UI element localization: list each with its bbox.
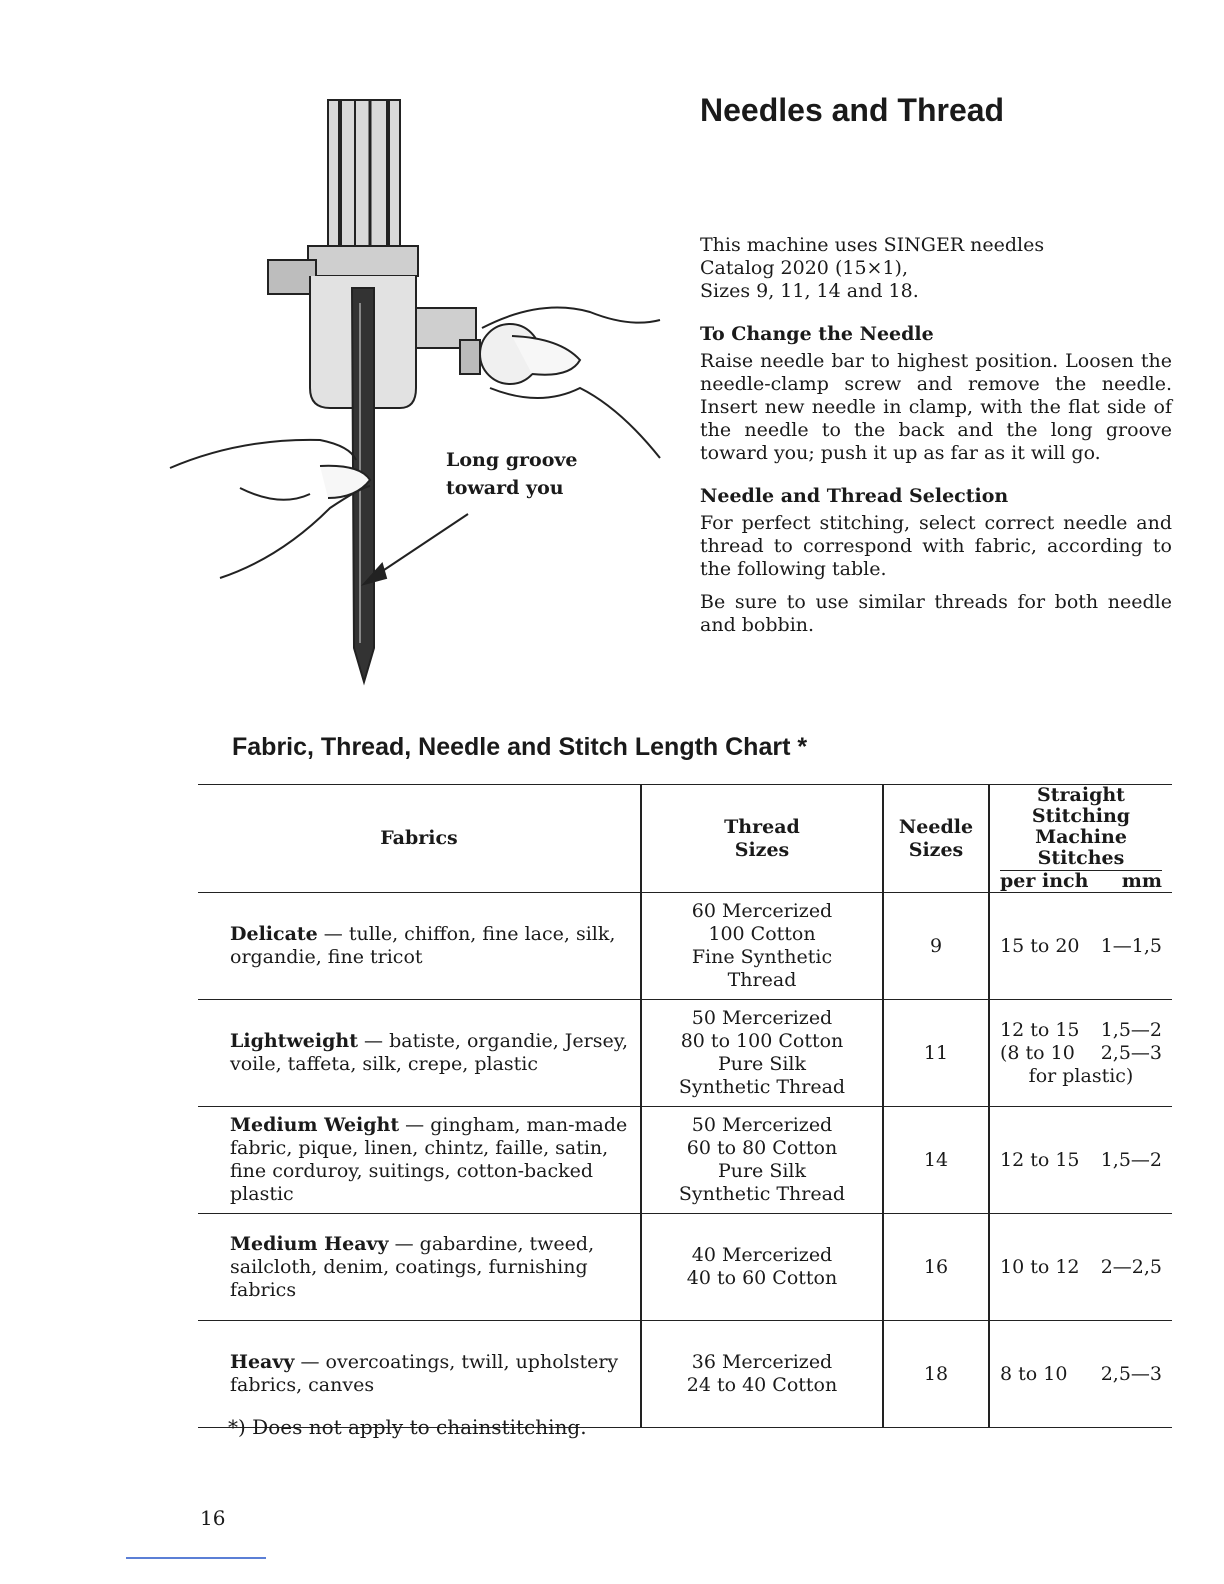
thread-line: 60 to 80 Cotton: [686, 1137, 838, 1159]
needle-size-cell: 11: [883, 1000, 989, 1107]
scan-artifact-line: [126, 1557, 266, 1559]
stitch-cell: [989, 1321, 1172, 1428]
table-row: [198, 1321, 1172, 1428]
header-needle-line-1: Needle: [898, 815, 974, 838]
mm-value: 1—1,5: [1100, 934, 1162, 957]
needle-size-cell: 18: [883, 1321, 989, 1428]
per-inch-value: 10 to 12: [1000, 1255, 1080, 1278]
stitch-length-chart: [198, 784, 1172, 1428]
thread-line: 40 Mercerized: [691, 1244, 833, 1266]
similar-thread-text: Be sure to use similar threads for both needle and bobbin.: [700, 591, 1172, 636]
header-needle: [883, 785, 989, 893]
table-row: [198, 893, 1172, 1000]
change-needle-heading: To Change the Needle: [700, 323, 934, 345]
needle-size-cell: 9: [883, 893, 989, 1000]
thread-line: Pure Silk: [717, 1160, 807, 1182]
fabric-cell: [198, 1214, 641, 1321]
plastic-note: for plastic): [1028, 1064, 1134, 1087]
needle-size-cell: 14: [883, 1107, 989, 1214]
thread-line: 50 Mercerized: [691, 1007, 833, 1029]
thread-line: 80 to 100 Cotton: [680, 1030, 844, 1052]
selection-text: For perfect stitching, select correct needle and thread to correspond with fabric, according to the following table.: [700, 512, 1172, 580]
mm-alt-value: 2,5—3: [1100, 1041, 1162, 1064]
page-number: 16: [200, 1506, 226, 1530]
header-thread: [641, 785, 883, 893]
thread-cell: [641, 1107, 883, 1214]
table-row: [198, 1107, 1172, 1214]
selection-heading: Needle and Thread Selection: [700, 485, 1009, 507]
stitch-cell: [989, 1214, 1172, 1321]
thread-cell: [641, 1321, 883, 1428]
thread-line: Synthetic Thread: [678, 1183, 846, 1205]
thread-line: Thread: [727, 969, 797, 991]
intro-line-3: Sizes 9, 11, 14 and 18.: [700, 280, 919, 302]
page-title: Needles and Thread: [700, 92, 1005, 128]
thread-line: 60 Mercerized: [691, 900, 833, 922]
table-row: [198, 1214, 1172, 1321]
header-per-inch: per inch: [1000, 870, 1089, 892]
change-needle-text: Raise needle bar to highest position. Loosen the needle-clamp screw and remove the needle. Insert new needle in clamp, with the flat side of the needle to the back and the long groove toward you; push it up as far as it will go.: [700, 350, 1172, 464]
fabric-cell: [198, 893, 641, 1000]
thread-line: Fine Synthetic: [691, 946, 833, 968]
mm-value: 1,5—2: [1100, 1148, 1162, 1171]
fabric-name: Lightweight: [230, 1030, 358, 1052]
per-inch-value: 12 to 15: [1000, 1018, 1080, 1041]
intro-section: [700, 234, 1172, 647]
thread-cell: [641, 1000, 883, 1107]
chart-footnote: *) Does not apply to chainstitching.: [228, 1415, 587, 1439]
header-stitching: [989, 785, 1172, 893]
thread-cell: [641, 893, 883, 1000]
per-inch-value: 8 to 10: [1000, 1362, 1068, 1385]
thread-line: Synthetic Thread: [678, 1076, 846, 1098]
header-thread-line-1: Thread: [724, 815, 800, 838]
per-inch-value: 15 to 20: [1000, 934, 1080, 957]
stitch-cell: [989, 1000, 1172, 1107]
per-inch-alt-value: (8 to 10: [1000, 1041, 1075, 1064]
thread-line: 100 Cotton: [708, 923, 816, 945]
callout-line-2: toward you: [446, 477, 564, 499]
header-needle-line-2: Sizes: [908, 838, 964, 861]
fabric-description: — tulle, chiffon, fine lace, silk, organdie, fine tricot: [230, 923, 616, 968]
table-row: [198, 1000, 1172, 1107]
fabric-description: — gabardine, tweed, sailcloth, denim, coatings, furnishing fabrics: [230, 1232, 595, 1301]
fabric-cell: [198, 1000, 641, 1107]
header-thread-line-2: Sizes: [734, 838, 790, 861]
needle-size-cell: 16: [883, 1214, 989, 1321]
thread-line: 36 Mercerized: [691, 1351, 833, 1373]
fabric-description: — gingham, man-made fabric, pique, linen, chintz, faille, satin, fine corduroy, suitings, cotton-backed plastic: [230, 1114, 628, 1205]
stitch-cell: [989, 1107, 1172, 1214]
fabric-cell: [198, 1107, 641, 1214]
header-mm: mm: [1121, 870, 1162, 892]
intro-line-2: Catalog 2020 (15×1),: [700, 257, 908, 279]
thread-line: Pure Silk: [717, 1053, 807, 1075]
thread-cell: [641, 1214, 883, 1321]
fabric-name: Delicate: [230, 923, 318, 945]
needle-change-illustration: [160, 88, 680, 688]
fabric-cell: [198, 1321, 641, 1428]
thread-line: 24 to 40 Cotton: [686, 1374, 838, 1396]
header-fabrics: Fabrics: [380, 827, 458, 849]
mm-value: 2,5—3: [1100, 1362, 1162, 1385]
thread-line: 40 to 60 Cotton: [686, 1267, 838, 1289]
chart-header-row: [198, 785, 1172, 893]
groove-callout: [446, 446, 578, 502]
thread-line: 50 Mercerized: [691, 1114, 833, 1136]
stitch-cell: [989, 893, 1172, 1000]
per-inch-value: 12 to 15: [1000, 1148, 1080, 1171]
header-stitching-line-2: Machine Stitches: [1035, 826, 1127, 869]
mm-value: 1,5—2: [1100, 1018, 1162, 1041]
fabric-description: — batiste, organdie, Jersey, voile, taffeta, silk, crepe, plastic: [230, 1030, 628, 1075]
fabric-name: Medium Weight: [230, 1114, 400, 1136]
fabric-name: Heavy: [230, 1351, 295, 1373]
intro-line-1: This machine uses SINGER needles: [700, 234, 1045, 256]
header-stitching-line-1: Straight Stitching: [1031, 784, 1131, 827]
chart-title: Fabric, Thread, Needle and Stitch Length Chart *: [232, 733, 808, 761]
fabric-description: — overcoatings, twill, upholstery fabrics, canves: [230, 1351, 619, 1396]
mm-value: 2—2,5: [1100, 1255, 1162, 1278]
callout-line-1: Long groove: [446, 449, 578, 471]
fabric-name: Medium Heavy: [230, 1232, 389, 1255]
